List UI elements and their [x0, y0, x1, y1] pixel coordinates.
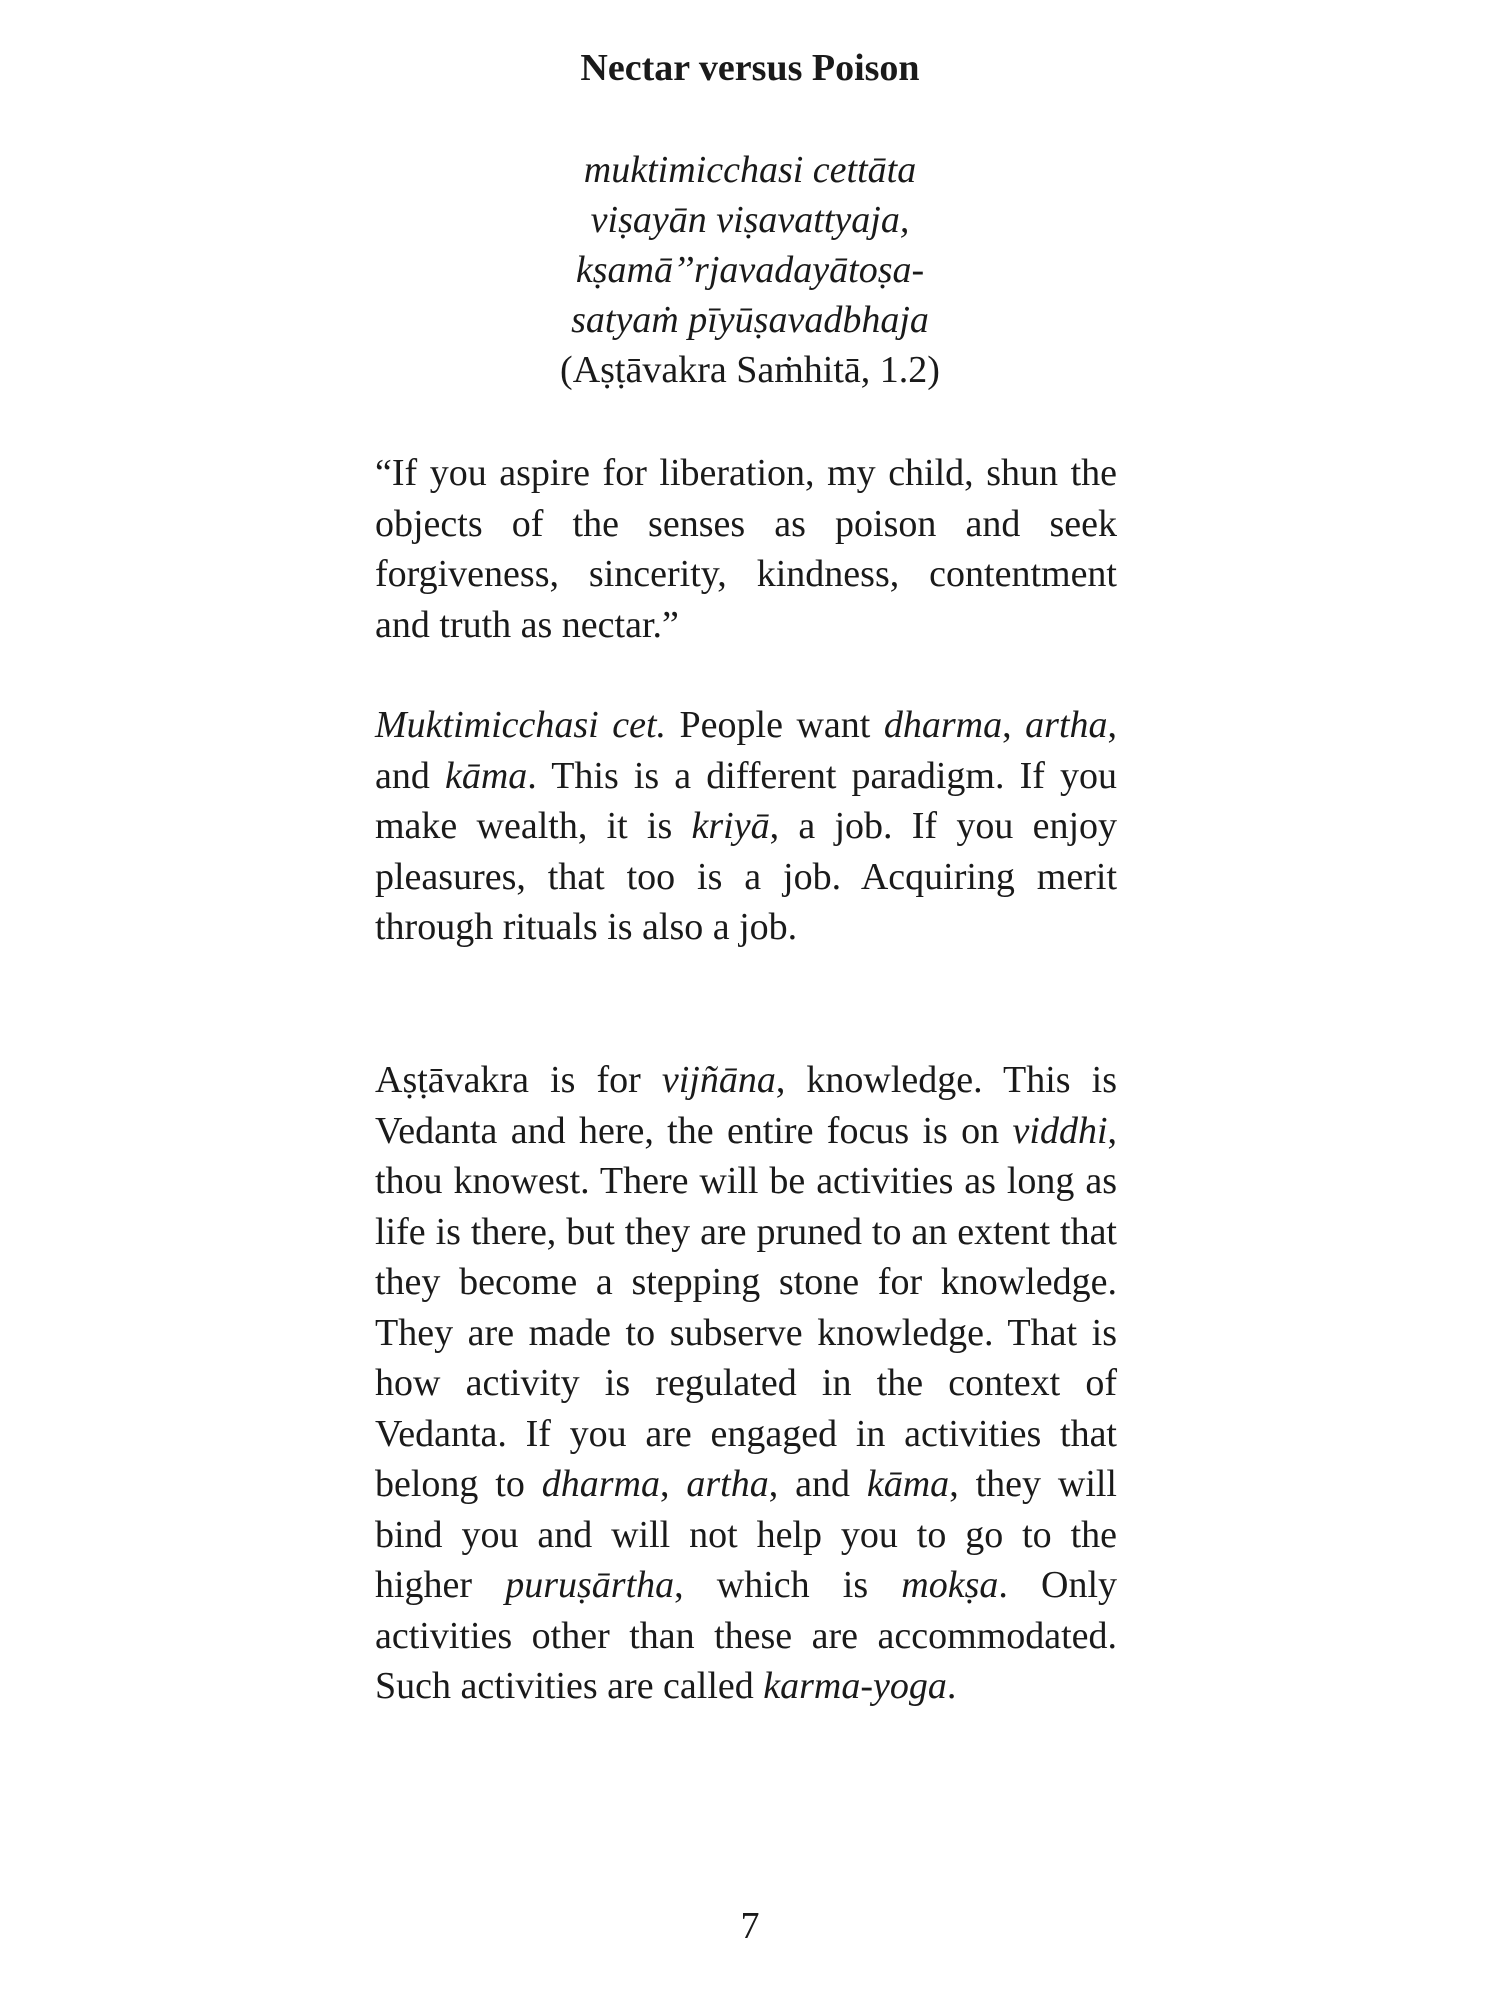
page-title: Nectar versus Poison: [580, 47, 920, 89]
text-span: vijñāna: [661, 1059, 776, 1101]
text-span: Aṣṭāvakra is for: [375, 1059, 662, 1101]
commentary-paragraph-2: [375, 1055, 1117, 1712]
commentary-paragraph-1: [375, 700, 1117, 953]
text-span: , knowledge. This is Vedanta and here, the entire focus is on: [375, 1059, 1117, 1152]
text-span: ,: [659, 1463, 687, 1505]
sanskrit-verse: [0, 145, 1500, 395]
text-span: , they will bind you and will not help you to go to the higher: [375, 1463, 1117, 1606]
text-span: , thou knowest. There will be activities as long as life is there, but they are pruned to an extent that they become a stepping stone for knowledge. They are made to subserve knowledge. That is how activity is regulated in the context of Vedanta. If you are engaged in activities that belong to: [375, 1109, 1117, 1505]
verse-line: muktimicchasi cettāta: [583, 149, 917, 191]
text-span: dharma: [883, 704, 1003, 746]
text-span: kāma: [866, 1463, 950, 1505]
text-span: karma-yoga: [763, 1665, 947, 1707]
text-span: People want: [666, 704, 884, 746]
text-span: Muktimicchasi cet.: [375, 704, 667, 746]
verse-source: (Aṣṭāvakra Saṁhitā, 1.2): [560, 349, 940, 391]
page-number: 7: [740, 1905, 760, 1947]
text-span: viddhi: [1012, 1109, 1108, 1152]
text-span: artha: [686, 1463, 769, 1505]
text-span: , a job. If you enjoy pleasures, that too is a job. Acquiring merit through rituals is also a job.: [375, 805, 1117, 948]
text-span: mokṣa: [901, 1564, 999, 1606]
text-span: artha: [1025, 704, 1108, 746]
text-span: kāma: [444, 754, 528, 797]
text-span: , which is: [674, 1564, 902, 1606]
text-span: puruṣārtha: [505, 1564, 675, 1606]
text-span: . Only activities other than these are accommodated. Such activities are called: [375, 1564, 1118, 1707]
text-span: , and: [375, 704, 1118, 797]
text-span: . This is a different paradigm. If you make wealth, it is: [375, 754, 1117, 847]
text-span: kriyā: [691, 805, 770, 847]
text-span: dharma: [541, 1463, 660, 1505]
verse-line: satyaṁ pīyūṣavadbhaja: [571, 299, 929, 341]
verse-line: kṣamā’’rjavadayātoṣa-: [575, 249, 925, 291]
text-span: .: [946, 1665, 957, 1707]
text-span: ,: [1002, 704, 1026, 746]
text-span: , and: [768, 1463, 867, 1505]
translation-paragraph: “If you aspire for liberation, my child, shun the objects of the senses as poison and seek forgiveness, sincerity, kindness, contentment and truth as nectar.”: [375, 452, 1117, 646]
verse-line: viṣayān viṣavattyaja,: [590, 199, 910, 241]
